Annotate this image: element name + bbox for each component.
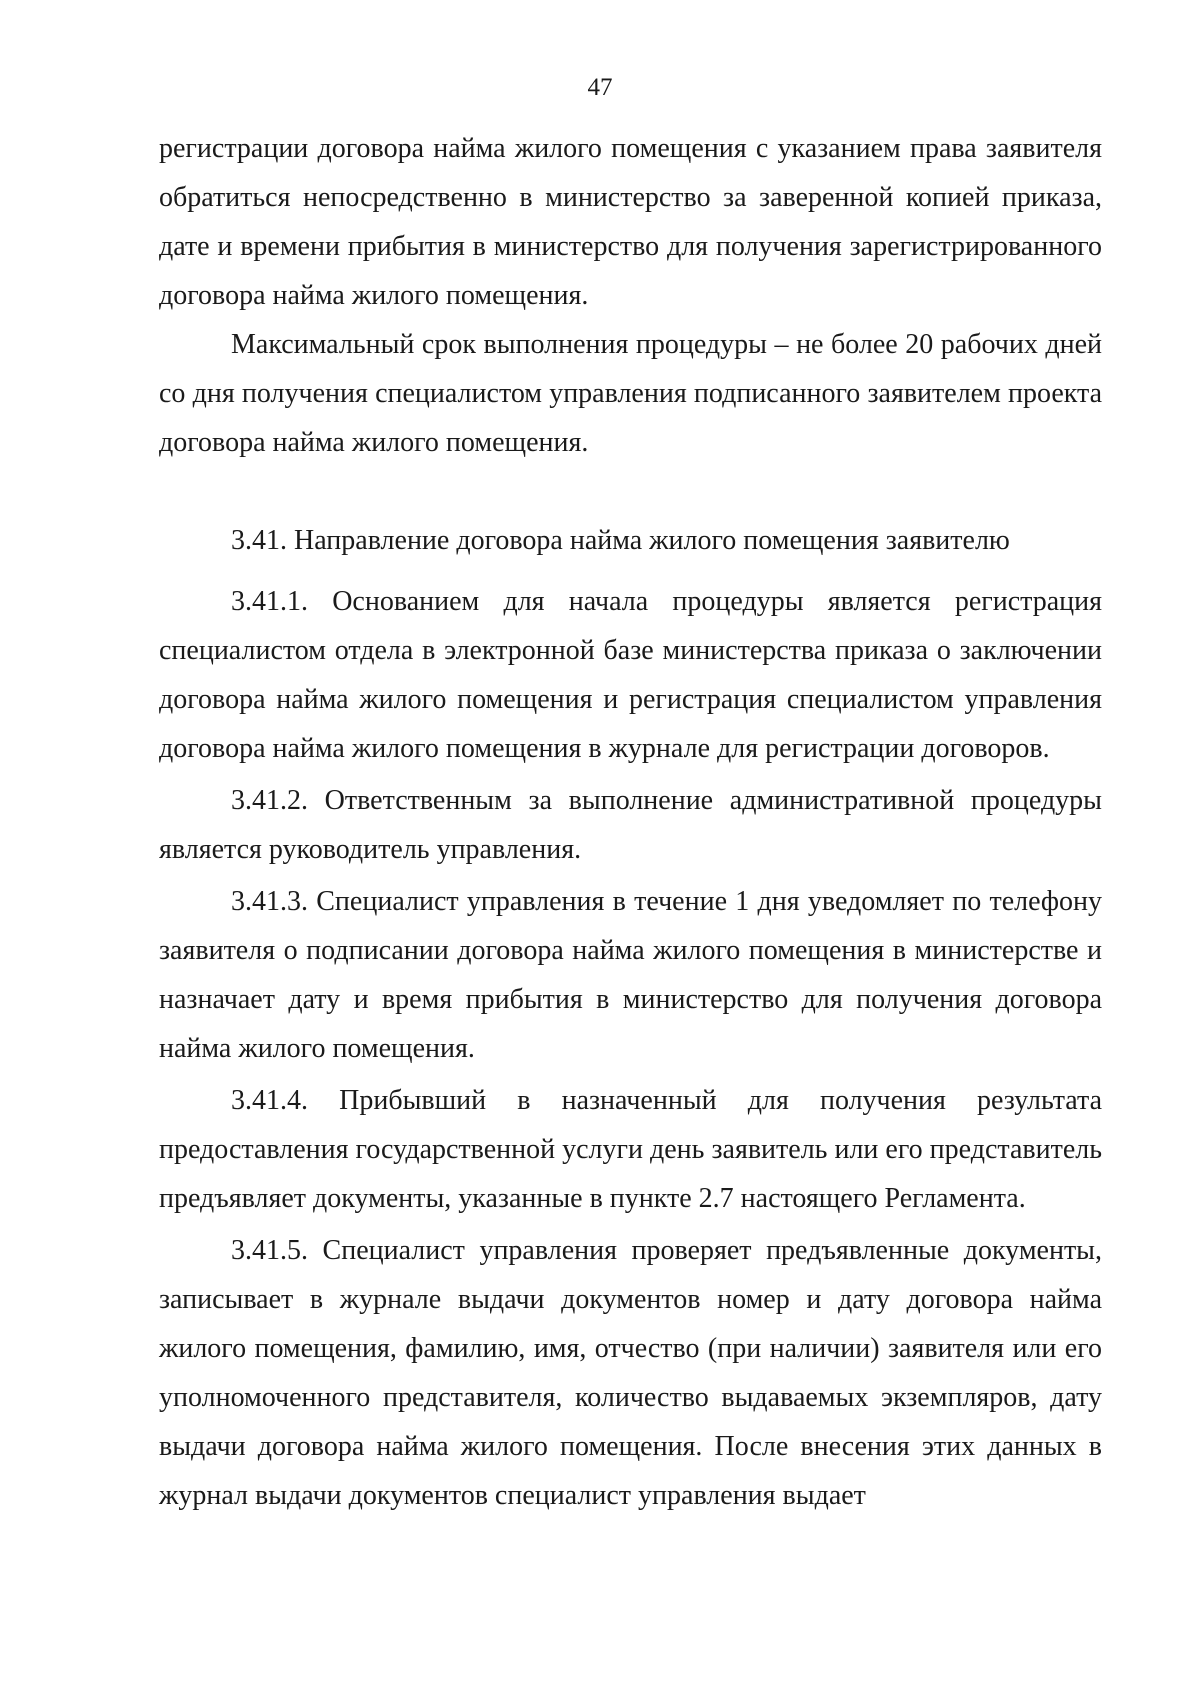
paragraph-continuation: регистрации договора найма жилого помещения с указанием права заявителя обратиться непосредственно в министерство за заверенной копией приказа, дате и времени прибытия в министерство для получения зарегистрированного договора найма жилого помещения.	[159, 133, 1102, 311]
paragraph-3-41-1: 3.41.1. Основанием для начала процедуры является регистрация специалистом отдела в электронной базе министерства приказа о заключении договора найма жилого помещения и регистрация специалистом управления договора найма жилого помещения в журнале для регистрации договоров.	[159, 586, 1102, 764]
document-body	[159, 124, 1102, 1520]
paragraph-max-term: Максимальный срок выполнения процедуры – не более 20 рабочих дней со дня получения специалистом управления подписанного заявителем проекта договора найма жилого помещения.	[159, 329, 1102, 458]
paragraph-3-41-2: 3.41.2. Ответственным за выполнение административной процедуры является руководитель управления.	[159, 785, 1102, 865]
paragraph-3-41-5: 3.41.5. Специалист управления проверяет предъявленные документы, записывает в журнале выдачи документов номер и дату договора найма жилого помещения, фамилию, имя, отчество (при наличии) заявителя или его уполномоченного представителя, количество выдаваемых экземпляров, дату выдачи договора найма жилого помещения. После внесения этих данных в журнал выдачи документов специалист управления выдает	[159, 1235, 1102, 1511]
paragraph-3-41-3: 3.41.3. Специалист управления в течение 1 дня уведомляет по телефону заявителя о подписании договора найма жилого помещения в министерстве и назначает дату и время прибытия в министерство для получения договора найма жилого помещения.	[159, 886, 1102, 1064]
paragraph-3-41-4: 3.41.4. Прибывший в назначенный для получения результата предоставления государственной услуги день заявитель или его представитель предъявляет документы, указанные в пункте 2.7 настоящего Регламента.	[159, 1085, 1102, 1214]
section-heading-3-41: 3.41. Направление договора найма жилого помещения заявителю	[231, 525, 1010, 556]
page-number: 47	[587, 74, 613, 101]
